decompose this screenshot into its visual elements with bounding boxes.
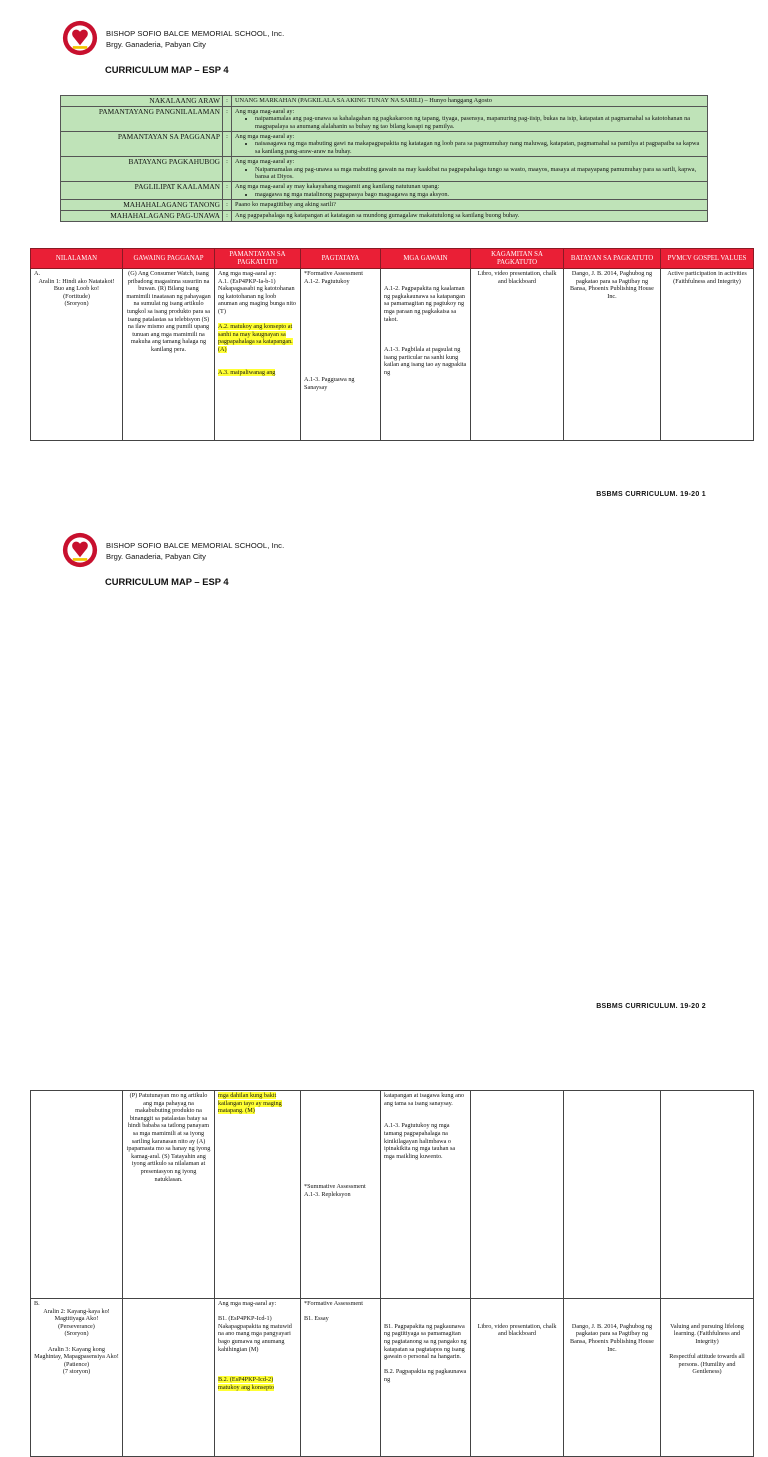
cell-gawaing-pagganap: (P) Patutunayan mo ng artikulo ang mga pahayag na makabubuting produkto na binanggit sa patalastas batay sa hindi bababa sa tatlong panayam sa mga mamimili at sa iyong sariling karanasan nito ay (A) ipapamasta mo sa hanay ng iyong kamag-aral. (S) Tatayahin ang iyong artikulo sa nilalaman at presentasyon ng iyong natuklasan.: [123, 1091, 215, 1299]
cell-mga-gawain: A.1-2. Pagpapakita ng kaalaman ng pagkakaunawa sa katapangan sa pamamagitan ng pagtukoy ng mga paraan ng pagkakaisa sa takot. A.1-3. Pagbilala at pagsulat ng isang particular na sanhi kung kailan ang isang tao ay nagpakita ng: [381, 269, 471, 441]
col-kagamitan: KAGAMITAN SA PAGKATUTO: [471, 249, 564, 269]
cell-gospel-values: [661, 1091, 754, 1299]
cell-mga-gawain: B1. Pagpapakita ng pagkaunawa ng pagtitiyaga sa pamamagitan ng pagtatanong sa ng pangako ng katapatan sa pagtatapos ng isang gawain o personal na hangarin. B.2. Pagpapakita ng pagkaunawa ng: [381, 1299, 471, 1457]
highlight-b2-concept: matukoy ang konsepto: [218, 1383, 275, 1391]
school-address: Brgy. Ganaderia, Pabyan City: [106, 40, 206, 49]
cell-pamantayan: Ang mga mag-aaral ay: A.1. (EsP4PKP-Ia-b-1) Nakapagsasabi ng katotohanan ng katotohanan ng loob anuman ang maging bunga nito (T) A.2. matukoy ang konsepto at sanhi na may kaugnayan sa pagpapahalaga sa katapangan. (A) A.3. maipaliwanag ang: [215, 269, 301, 441]
school-name: BISHOP SOFIO BALCE MEMORIAL SCHOOL, Inc.: [106, 29, 285, 38]
col-batayan: BATAYAN SA PAGKATUTO: [564, 249, 661, 269]
school-name: BISHOP SOFIO BALCE MEMORIAL SCHOOL, Inc.: [106, 541, 285, 550]
page-title: CURRICULUM MAP – ESP 4: [105, 576, 229, 587]
highlight-a2: A.2. matukoy ang konsepto at sanhi na may kaugnayan sa pagpapahalaga sa katapangan. (A): [218, 323, 293, 353]
highlight-b2: B.2. (EsP4PKP-Icd-2): [218, 1375, 274, 1383]
label-nakalaang-araw: NAKALAANG ARAW: [61, 96, 223, 107]
page-footer: BSBMS CURRICULUM. 19-20 1: [596, 491, 706, 498]
cell-kagamitan: Libro, video presentation, chalk and blackboard: [471, 269, 564, 441]
cell-batayan: Dango, J. B. 2014, Paghubog ng pagkatao para sa Pagtibay ng Bansa, Phoenix Publishing House Inc.: [564, 1299, 661, 1457]
table-row: [31, 269, 754, 441]
curriculum-table-page-2: [30, 1090, 754, 1457]
cell-pamantayan: [215, 1091, 301, 1299]
label-pamantayang-pangnilalaman: PAMANTAYANG PANGNILALAMAN: [61, 106, 223, 131]
col-gospel-values: PVMCV GOSPEL VALUES: [661, 249, 754, 269]
cell-nilalaman: B. Aralin 2: Kayang-kaya ko! Magtitiyaga Ako! (Perseverance) (Sroryon) Aralin 3: Kayang kong Maghintay, Mapagpasensiya Ako! (Patience) (7 storyon): [31, 1299, 123, 1457]
info-table: NAKALAANG ARAW : UNANG MARKAHAN (PAGKILALA SA AKING TUNAY NA SARILI) – Hunyo hanggang Agosto PAMANTAYANG PANGNILALAMAN : Ang mga mag-aaral ay: • naipamamalas ang pag-unawa sa kahalagahan ng pagkakaroon ng tapang, tiyaga, pasensya, mapanuring pag-iisip, bukas na isip, katapatan at pagmamahal sa katotohanan na magpapalaya sa anumang alalahanin sa buhay ng tao bilang kasapi ng pamilya. PAMANTAYAN SA PAGGANAP : Ang mga mag-aaral ay: • naisasagawa ng mga mabuting gawi na makapagpapakita ng katatagan ng loob para sa pagmumuhay nang maluwag, katapatan, pagmamahal sa pamilya at pagpapaiba sa kapwa sa kanilang pang-araw-araw na buhay. BATAYANG PAGKAHUBOG : Ang mga mag-aaral ay: • Naipamamalas ang pag-unawa sa mga mabuting gawain na may kaakibat na pagpapahalaga tungo sa wasto, maayos, masaya at mapayapang pamumuhay para sa sarili, kapwa, bansa at Diyos. PAGLILIPAT KAALAMAN : Ang mga mag-aaral ay may kakayahang magamit ang kanilang natutunan upang: • magagawa ng mga matalinong pagpapasya bago magsagawa ng mga aksyon. MAHAHALAGANG TANONG : Paano ko mapagtitibay ang aking sarili? MAHAHALAGANG PAG-UNAWA : Ang pagpapahalaga ng katapangan at katatagan sa mundong gumagalaw makatutulong sa kanilang buong buhay.: [60, 95, 708, 222]
table-row: [31, 1299, 754, 1457]
curriculum-table-page-1: [30, 248, 754, 441]
cell-gospel-values: Active participation in activities (Faithfulness and Integrity): [661, 269, 754, 441]
col-nilalaman: NILALAMAN: [31, 249, 123, 269]
school-header: [106, 540, 284, 562]
cell-pagtataya: *Summative Assessment A.1-3. Repleksyon: [301, 1091, 381, 1299]
value-mahalagang-tanong: Paano ko mapagtitibay ang aking sarili?: [232, 200, 708, 211]
col-gawaing-pagganap: GAWAING PAGGANAP: [123, 249, 215, 269]
table-row: [31, 1091, 754, 1299]
school-seal-icon: [62, 532, 98, 568]
page-number: 2: [701, 1003, 706, 1010]
school-header: [106, 28, 284, 50]
col-mga-gawain: MGA GAWAIN: [381, 249, 471, 269]
value-pamantayan-sa-pagganap: Ang mga mag-aaral ay: • naisasagawa ng mga mabuting gawi na makapagpapakita ng katatagan ng loob para sa pagmumuhay nang maluwag, katapatan, pagmamahal sa pamilya at pagpapaiba sa kapwa sa kanilang pang-araw-araw na buhay.: [232, 132, 708, 157]
cell-pamantayan: Ang mga mag-aaral ay: B1. (EsP4PKP-Icd-1) Nakapagpapakita ng matuwid na ano mang mga pangyayari bago gumawa ng anumang kahihingian (M) B.2. (EsP4PKP-Icd-2) matukoy ang konsepto: [215, 1299, 301, 1457]
value-mahalagang-pag-unawa: Ang pagpapahalaga ng katapangan at katatagan sa mundong gumagalaw makatutulong sa kanilang buong buhay.: [232, 211, 708, 222]
value-nakalaang-araw: UNANG MARKAHAN (PAGKILALA SA AKING TUNAY NA SARILI) – Hunyo hanggang Agosto: [232, 96, 708, 107]
value-batayang-pagkahubog: Ang mga mag-aaral ay: • Naipamamalas ang pag-unawa sa mga mabuting gawain na may kaakibat na pagpapahalaga tungo sa wasto, maayos, masaya at mapayapang pamumuhay para sa sarili, kapwa, bansa at Diyos.: [232, 157, 708, 182]
school-seal-icon: [62, 20, 98, 56]
cell-nilalaman: [31, 1091, 123, 1299]
label-pamantayan-sa-pagganap: PAMANTAYAN SA PAGGANAP: [61, 132, 223, 157]
page-title: CURRICULUM MAP – ESP 4: [105, 64, 229, 75]
cell-gawaing-pagganap: [123, 1299, 215, 1457]
label-batayang-pagkahubog: BATAYANG PAGKAHUBOG: [61, 157, 223, 182]
school-address: Brgy. Ganaderia, Pabyan City: [106, 552, 206, 561]
cell-nilalaman: A. Aralin 1: Hindi ako Natatakot! Buo ang Loob ko! (Fortitude) (Sroryon): [31, 269, 123, 441]
value-pamantayang-pangnilalaman: Ang mga mag-aaral ay: • naipamamalas ang pag-unawa sa kahalagahan ng pagkakaroon ng tapang, tiyaga, pasensya, mapanuring pag-iisip, bukas na isip, katapatan at pagmamahal sa katotohanan na magpapalaya sa anumang alalahanin sa buhay ng tao bilang kasapi ng pamilya.: [232, 106, 708, 131]
cell-pagtataya: *Formative Assessment A.1-2. Pagtutukoy A.1-3. Pagguawa ng Sanaysay: [301, 269, 381, 441]
page-footer: BSBMS CURRICULUM. 19-20 2: [596, 1003, 706, 1010]
cell-batayan: [564, 1091, 661, 1299]
highlight-a3-cont: mga dahilan kung bakit kailangan tayo ay maging matapang. (M): [218, 1092, 282, 1115]
cell-gawaing-pagganap: (G) Ang Consumer Watch, isang pribadong magasinna susuriin na buwan. (R) Bilang isang mamimili inaatasan ng pahayagan na sumulat ng isang artikulo tungkol sa isang produkto para sa isang patalastas sa telebisyon (S) na ilaw mismo ang pumili upang tunuan ang mga mamimili na makuha ang tamang halaga ng kanilang pera.: [123, 269, 215, 441]
page-number: 1: [701, 491, 706, 498]
cell-gospel-values: Valuing and pursuing lifelong learning. (Faithfulness and Integrity) Respectful attitude towards all persons. (Humility and Gentleness): [661, 1299, 754, 1457]
cell-mga-gawain: katapangan at isagawa kung ano ang tama sa isang sanaysay. A.1-3. Pagtutukoy ng mga tamang pagpapahalaga na kinikilagayan halimbawa o ipinakikita ng mga tauhan sa mga maikling kuwento.: [381, 1091, 471, 1299]
label-paglilipat-kaalaman: PAGLILIPAT KAALAMAN: [61, 182, 223, 200]
cell-batayan: Dango, J. B. 2014, Paghubog ng pagkatao para sa Pagtibay ng Bansa, Phoenix Publishing House Inc.: [564, 269, 661, 441]
value-paglilipat-kaalaman: Ang mga mag-aaral ay may kakayahang magamit ang kanilang natutunan upang: • magagawa ng mga matalinong pagpapasya bago magsagawa ng mga aksyon.: [232, 182, 708, 200]
page-2: [0, 512, 768, 1391]
page-1: [0, 0, 768, 512]
cell-kagamitan: [471, 1091, 564, 1299]
label-mahalagang-pag-unawa: MAHAHALAGANG PAG-UNAWA: [61, 211, 223, 222]
table-header-row: [31, 249, 754, 269]
cell-kagamitan: Libro, video presentation, chalk and blackboard: [471, 1299, 564, 1457]
col-pamantayan-sa-pagkatuto: PAMANTAYAN SA PAGKATUTO: [215, 249, 301, 269]
highlight-a3: A.3. maipaliwanag ang: [218, 368, 276, 376]
label-mahalagang-tanong: MAHAHALAGANG TANONG: [61, 200, 223, 211]
cell-pagtataya: *Formative Assessment B1. Essay: [301, 1299, 381, 1457]
col-pagtataya: PAGTATAYA: [301, 249, 381, 269]
